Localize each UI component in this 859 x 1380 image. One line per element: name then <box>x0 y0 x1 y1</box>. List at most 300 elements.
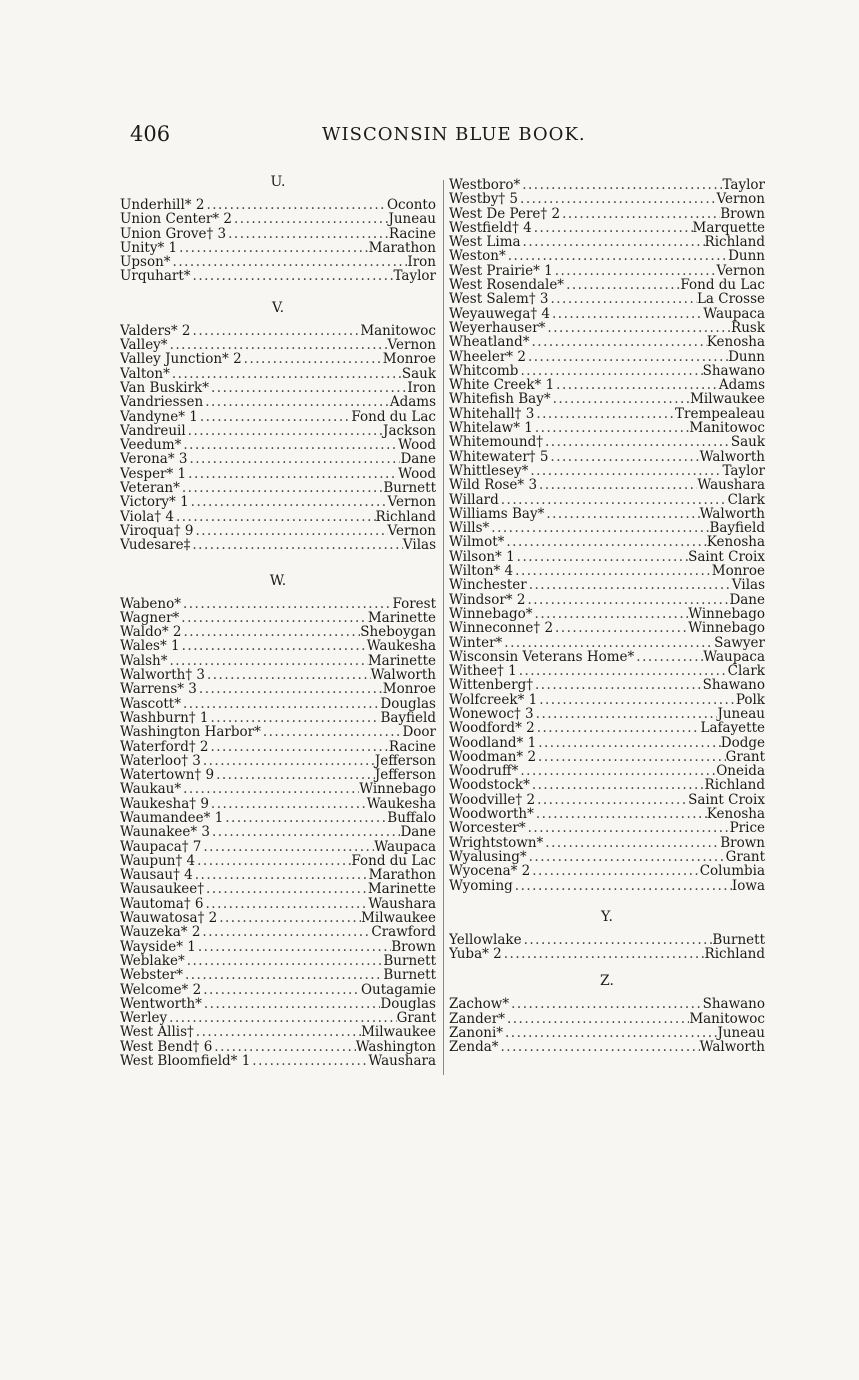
dot-leader <box>527 578 732 592</box>
index-entry <box>120 625 436 639</box>
county-name: Marquette <box>692 220 765 236</box>
county-name: Monroe <box>382 352 436 367</box>
dot-leader <box>170 367 402 381</box>
place-name: Wautoma† 6 <box>120 896 204 912</box>
place-name: Waterloo† 3 <box>120 753 201 769</box>
place-name: West Allis† <box>120 1025 194 1040</box>
county-name: Burnett <box>383 481 436 496</box>
dot-leader <box>534 807 707 821</box>
dot-leader <box>195 854 351 868</box>
index-entry <box>120 682 436 696</box>
index-entry <box>449 821 765 835</box>
index-entry <box>449 550 765 564</box>
place-name: Wittenberg† <box>449 678 533 693</box>
section-w <box>120 571 436 1069</box>
dot-leader <box>509 997 702 1011</box>
county-name: Grant <box>725 849 765 865</box>
index-entry <box>120 198 436 212</box>
county-name: Vernon <box>716 263 765 279</box>
place-name: Wagner* <box>120 610 180 626</box>
index-entry <box>120 854 436 868</box>
place-name: White Creek* 1 <box>449 378 555 393</box>
place-name: Welcome* 2 <box>120 982 202 997</box>
county-name: Fond du Lac <box>351 409 436 424</box>
place-name: Weyerhauser* <box>449 320 546 336</box>
county-name: Douglas <box>380 996 436 1012</box>
place-name: Waupaca† 7 <box>120 839 202 854</box>
index-entry <box>449 493 765 507</box>
place-name: Wales* 1 <box>120 639 180 654</box>
dot-leader <box>232 212 388 226</box>
place-name: West Bend† 6 <box>120 1039 213 1055</box>
place-name: Wolfcreek* 1 <box>449 692 538 707</box>
index-entry <box>120 797 436 811</box>
place-name: Winchester <box>449 578 527 593</box>
place-name: Wild Rose* 3 <box>449 478 538 493</box>
index-entry <box>120 1040 436 1054</box>
index-entry <box>449 264 765 278</box>
dot-leader <box>550 307 703 321</box>
place-name: Winter* <box>449 635 503 650</box>
place-name: Wentworth* <box>120 996 202 1012</box>
dot-leader <box>174 510 376 524</box>
county-name: Marinette <box>367 882 436 897</box>
county-name: Oconto <box>386 198 436 213</box>
dot-leader <box>226 227 389 241</box>
dot-leader <box>212 1040 355 1054</box>
index-entry <box>449 364 765 378</box>
dot-leader <box>167 1011 396 1025</box>
county-name: Richland <box>704 778 765 793</box>
county-name: Waushara <box>697 478 765 493</box>
dot-leader <box>537 478 697 492</box>
place-name: Upson* <box>120 255 171 270</box>
dot-leader <box>217 911 361 925</box>
place-name: Walsh* <box>120 653 168 669</box>
dot-leader <box>515 550 688 564</box>
place-name: Wheeler* 2 <box>449 349 526 364</box>
index-entry <box>120 925 436 939</box>
index-entry <box>449 836 765 850</box>
county-name: Vilas <box>731 578 765 593</box>
place-name: Wilson* 1 <box>449 549 515 565</box>
dot-leader <box>186 424 383 438</box>
county-name: Clark <box>727 492 765 507</box>
dot-leader <box>521 235 705 249</box>
dot-leader <box>214 768 375 782</box>
county-name: Crawford <box>371 925 436 940</box>
county-name: Buffalo <box>387 810 436 826</box>
place-name: Washington Harbor* <box>120 725 261 740</box>
county-name: Fond du Lac <box>680 278 765 293</box>
county-name: Dane <box>400 452 436 467</box>
place-name: Willard <box>449 492 499 507</box>
dot-leader <box>553 621 688 635</box>
index-entry <box>120 381 436 395</box>
county-name: Douglas <box>380 696 436 711</box>
section-z <box>449 971 765 1054</box>
index-entry <box>449 750 765 764</box>
dot-leader <box>210 825 400 839</box>
index-entry <box>449 221 765 235</box>
dot-leader <box>522 933 713 947</box>
county-name: Iowa <box>731 878 765 893</box>
index-entry <box>120 611 436 625</box>
county-name: Taylor <box>722 463 765 479</box>
dot-leader <box>543 836 720 850</box>
county-name: Walworth <box>699 449 765 464</box>
dot-leader <box>517 664 728 678</box>
index-entry <box>120 352 436 366</box>
dot-leader <box>489 521 709 535</box>
dot-leader <box>518 192 716 206</box>
index-entry <box>120 940 436 954</box>
place-name: Warrens* 3 <box>120 682 197 697</box>
county-name: Juneau <box>717 706 765 722</box>
county-name: Vernon <box>387 338 436 353</box>
dot-leader <box>518 764 716 778</box>
place-name: Verona* 3 <box>120 452 188 467</box>
index-entry <box>449 1026 765 1040</box>
index-entry <box>120 410 436 424</box>
county-name: Waushara <box>368 896 436 912</box>
index-entry <box>120 1025 436 1039</box>
place-name: Werley <box>120 1011 168 1026</box>
index-entry <box>120 997 436 1011</box>
dot-leader <box>197 682 383 696</box>
index-entry <box>449 664 765 678</box>
index-entry <box>120 882 436 896</box>
dot-leader <box>180 481 384 495</box>
place-name: Union Grove† 3 <box>120 226 227 241</box>
index-entry <box>449 778 765 792</box>
dot-leader <box>171 255 408 269</box>
place-name: Wausau† 4 <box>120 868 193 883</box>
place-name: Woodville† 2 <box>449 792 536 808</box>
place-name: Wascott* <box>120 696 181 711</box>
index-entry <box>449 1012 765 1026</box>
index-entry <box>120 911 436 925</box>
place-name: Whitewater† 5 <box>449 449 549 464</box>
county-name: Vernon <box>716 192 765 207</box>
place-name: West Rosendale* <box>449 278 565 293</box>
dot-leader <box>518 364 702 378</box>
county-name: Oneida <box>716 764 765 779</box>
county-name: Marathon <box>368 868 436 883</box>
index-entry <box>120 538 436 552</box>
dot-leader <box>202 997 381 1011</box>
county-name: Manitowoc <box>689 1011 765 1027</box>
place-name: Van Buskirk* <box>120 380 209 396</box>
county-name: Racine <box>388 226 436 241</box>
county-name: Waukesha <box>366 639 436 654</box>
county-name: Kenosha <box>706 535 765 550</box>
county-name: Kenosha <box>706 335 765 350</box>
place-name: Washburn† 1 <box>120 710 209 726</box>
index-entry <box>449 933 765 947</box>
place-name: Veteran* <box>120 481 180 496</box>
dot-leader <box>536 750 726 764</box>
county-name: Waushara <box>368 1054 436 1069</box>
place-name: Yuba* 2 <box>449 947 502 962</box>
index-entry <box>449 407 765 421</box>
dot-leader <box>201 840 374 854</box>
section-continued <box>449 178 765 893</box>
place-name: Whitelaw* 1 <box>449 421 533 436</box>
place-name: Windsor* 2 <box>449 592 526 607</box>
index-entry <box>449 650 765 664</box>
section-heading: W. <box>269 572 287 589</box>
index-entry <box>120 452 436 466</box>
dot-leader <box>532 221 693 235</box>
county-name: Racine <box>388 739 436 754</box>
index-entry <box>120 510 436 524</box>
index-entry <box>449 850 765 864</box>
place-name: Woodworth* <box>449 807 534 822</box>
place-name: Zanoni* <box>449 1026 504 1041</box>
place-name: Whitcomb <box>449 363 519 379</box>
index-entry <box>120 338 436 352</box>
county-name: Grant <box>725 749 765 765</box>
dot-leader <box>548 450 699 464</box>
section-v <box>120 298 436 553</box>
dot-leader <box>503 1026 717 1040</box>
dot-leader <box>177 241 369 255</box>
place-name: Watertown† 9 <box>120 768 215 783</box>
index-entry <box>120 840 436 854</box>
dot-leader <box>209 711 381 725</box>
county-name: Richland <box>704 947 765 962</box>
place-name: Viola† 4 <box>120 509 174 524</box>
dot-leader <box>533 678 703 692</box>
dot-leader <box>168 338 388 352</box>
place-name: Zander* <box>449 1011 505 1027</box>
section-y <box>449 907 765 962</box>
county-name: Waupaca <box>703 649 765 665</box>
place-name: Walworth† 3 <box>120 668 205 683</box>
county-name: Juneau <box>388 212 436 227</box>
dot-leader <box>537 693 736 707</box>
index-entry <box>120 495 436 509</box>
dot-leader <box>190 538 402 552</box>
dot-leader <box>181 597 392 611</box>
section-heading: Z. <box>600 973 614 990</box>
index-entry <box>449 307 765 321</box>
section-heading: U. <box>270 174 286 190</box>
index-entry <box>449 693 765 707</box>
dot-leader <box>198 410 352 424</box>
index-entry <box>449 947 765 961</box>
index-entry <box>449 235 765 249</box>
dot-leader <box>513 879 732 893</box>
dot-leader <box>533 607 689 621</box>
place-name: Woodruff* <box>449 764 519 779</box>
index-entry <box>120 597 436 611</box>
dot-leader <box>530 335 707 349</box>
county-name: Waupaca <box>374 839 436 854</box>
dot-leader <box>209 381 407 395</box>
county-name: Richland <box>375 509 436 524</box>
place-name: West De Pere† 2 <box>449 206 561 221</box>
index-entry <box>120 367 436 381</box>
dot-leader <box>167 654 367 668</box>
place-name: Vandreuil <box>120 423 186 439</box>
county-name: Waupaca <box>703 306 765 321</box>
dot-leader <box>201 754 375 768</box>
index-entry <box>120 754 436 768</box>
place-name: Valley* <box>120 338 168 353</box>
county-name: Dane <box>729 592 765 607</box>
index-entry <box>449 450 765 464</box>
county-name: Adams <box>389 395 436 410</box>
dot-leader <box>560 207 720 221</box>
section-u <box>120 172 436 284</box>
place-name: Vudesare‡ <box>120 538 191 553</box>
dot-leader <box>520 178 722 192</box>
dot-leader <box>201 983 361 997</box>
dot-leader <box>528 464 722 478</box>
place-name: Yellowlake <box>449 932 522 948</box>
place-name: Wisconsin Veterans Home* <box>449 649 635 665</box>
county-name: Burnett <box>383 968 436 983</box>
index-entry <box>120 825 436 839</box>
county-name: Sawyer <box>714 635 765 650</box>
place-name: Waunakee* 3 <box>120 825 210 840</box>
index-entry <box>120 668 436 682</box>
county-name: Door <box>402 725 436 740</box>
index-entry <box>449 578 765 592</box>
index-entry <box>449 707 765 721</box>
index-entry <box>120 1054 436 1068</box>
county-name: Walworth <box>699 506 765 522</box>
place-name: Victory* 1 <box>120 495 189 510</box>
place-name: Wayside* 1 <box>120 939 196 954</box>
county-name: Milwaukee <box>361 911 436 926</box>
county-name: Fond du Lac <box>351 853 436 869</box>
index-entry <box>120 811 436 825</box>
county-name: Monroe <box>382 682 436 697</box>
place-name: Waumandee* 1 <box>120 810 224 826</box>
county-name: Bayfield <box>709 521 765 536</box>
index-entry <box>120 768 436 782</box>
county-name: Juneau <box>717 1026 765 1041</box>
county-name: Outagamie <box>360 982 436 997</box>
section-heading: Y. <box>601 908 613 925</box>
index-entry <box>449 249 765 263</box>
county-name: Milwaukee <box>361 1025 436 1040</box>
place-name: Weblake* <box>120 953 185 969</box>
dot-leader <box>502 636 714 650</box>
dot-leader <box>193 524 387 538</box>
dot-leader <box>181 697 380 711</box>
place-name: Winneconne† 2 <box>449 621 554 636</box>
county-name: Lafayette <box>700 721 765 736</box>
dot-leader <box>530 864 699 878</box>
index-entry <box>449 521 765 535</box>
county-name: Rusk <box>731 320 765 336</box>
county-name: Marinette <box>367 610 436 626</box>
county-name: Marinette <box>367 653 436 669</box>
right-column <box>449 178 765 1055</box>
dot-leader <box>551 392 691 406</box>
place-name: West Lima <box>449 235 521 250</box>
index-entry <box>449 335 765 349</box>
place-name: Wyoming <box>449 878 513 893</box>
county-name: Price <box>729 821 765 836</box>
county-name: Taylor <box>722 178 765 193</box>
county-name: Columbia <box>699 864 765 879</box>
county-name: Burnett <box>712 932 765 948</box>
place-name: Vesper* 1 <box>120 466 187 482</box>
index-entry <box>449 636 765 650</box>
dot-leader <box>634 650 703 664</box>
index-entry <box>449 721 765 735</box>
index-entry <box>449 736 765 750</box>
place-name: Whittlesey* <box>449 463 529 479</box>
dot-leader <box>502 947 705 961</box>
county-name: Marathon <box>368 240 436 256</box>
county-name: Clark <box>727 664 765 679</box>
dot-leader <box>196 940 391 954</box>
index-entry <box>449 997 765 1011</box>
index-entry <box>120 395 436 409</box>
dot-leader <box>499 493 728 507</box>
index-entry <box>449 678 765 692</box>
dot-leader <box>548 292 696 306</box>
place-name: Vandyne* 1 <box>120 409 198 424</box>
index-entry <box>120 868 436 882</box>
county-name: Walworth <box>699 1040 765 1055</box>
county-name: Manitowoc <box>689 421 765 436</box>
dot-leader <box>187 452 400 466</box>
index-entry <box>120 255 436 269</box>
dot-leader <box>193 868 369 882</box>
county-name: Winnebago <box>359 782 436 797</box>
index-entry <box>120 697 436 711</box>
county-name: Brown <box>391 939 436 954</box>
index-entry <box>449 793 765 807</box>
place-name: Wills* <box>449 521 490 536</box>
index-entry <box>120 711 436 725</box>
dot-leader <box>208 740 388 754</box>
place-name: Wilmot* <box>449 535 505 550</box>
index-entry <box>449 207 765 221</box>
county-name: Sauk <box>730 435 765 450</box>
county-name: Walworth <box>370 668 436 683</box>
county-name: Dunn <box>728 349 765 364</box>
place-name: Veedum* <box>120 438 182 453</box>
county-name: Manitowoc <box>360 323 436 339</box>
running-title: WISCONSIN BLUE BOOK. <box>322 124 586 145</box>
place-name: Woodman* 2 <box>449 749 537 765</box>
place-name: Wauzeka* 2 <box>120 925 201 940</box>
index-entry <box>120 968 436 982</box>
index-entry <box>449 879 765 893</box>
county-name: Saint Croix <box>688 792 765 808</box>
place-name: Whitefish Bay* <box>449 392 551 407</box>
place-name: Waldo* 2 <box>120 625 182 640</box>
county-name: Waukesha <box>366 796 436 811</box>
dot-leader <box>179 611 368 625</box>
place-name: Whitemound† <box>449 435 544 450</box>
county-name: Jefferson <box>374 753 436 769</box>
dot-leader <box>194 1025 361 1039</box>
dot-leader <box>526 821 730 835</box>
dot-leader <box>261 725 403 739</box>
dot-leader <box>186 467 398 481</box>
place-name: Valley Junction* 2 <box>120 352 242 367</box>
index-entry <box>120 740 436 754</box>
